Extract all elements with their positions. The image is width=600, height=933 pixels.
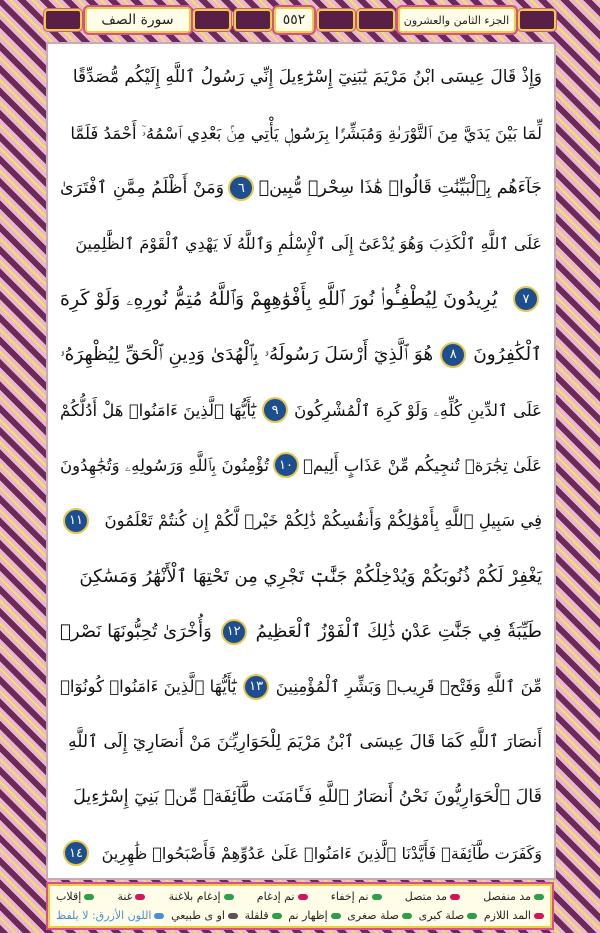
surah-name: سورة الصف (85, 7, 191, 33)
legend-label: إدغام بلاغنة (168, 890, 221, 903)
quran-page-text (46, 42, 556, 880)
verse-text: جَآءَهُم بِٱلْبَيِّنَٰتِ قَالُوا۟ هَٰذَا سِحْرٞ مُّبِينٞ (258, 177, 542, 198)
legend-item (257, 890, 308, 903)
text-line (60, 161, 542, 216)
text-line (60, 105, 542, 160)
legend-item (245, 909, 282, 922)
verse-text: يُرِيدُونَ لِيُطْفِـُٔوا۟ نُورَ ٱللَّهِ بِأَفْوَٰهِهِمْ وَٱللَّهُ مُتِمُّ نُورِهِۦ وَلَوْ كَرِهَ (60, 287, 498, 310)
legend-item (288, 909, 340, 922)
color-swatch-icon (402, 913, 412, 919)
verse-text: وَإِذْ قَالَ عِيسَى ابْنُ مَرْيَمَ يَٰبَنِيٓ إِسْرَٰٓءِيلَ إِنِّي رَسُولُ ٱللَّهِ إِلَيْكُم مُّصَدِّقًا (72, 67, 542, 88)
text-line (60, 50, 542, 105)
legend-item (56, 909, 164, 922)
verse-text: مِّنَ ٱللَّهِ وَفَتْحٞ قَرِيبٞ وَبَشِّرِ ٱلْمُؤْمِنِينَ (275, 677, 542, 697)
ayah-number-marker: ١٣ (243, 674, 269, 700)
legend-row (56, 890, 544, 903)
legend-label: قلقلة (244, 909, 269, 922)
legend-item (331, 890, 382, 903)
color-swatch-icon (84, 894, 94, 900)
page-number: ٥٥٢ (274, 7, 314, 33)
text-line (60, 216, 542, 271)
ornament (193, 9, 231, 31)
legend-item (56, 890, 94, 903)
legend-label: إقلاب (56, 890, 82, 903)
verse-text: يَٰٓأَيُّهَا ٱلَّذِينَ ءَامَنُوا۟ هَلْ أَدُلُّكُمْ (60, 400, 256, 420)
verse-text: عَلَىٰ تِجَٰرَةٖ تُنجِيكُم مِّنْ عَذَابٍ أَلِيمٖ (303, 455, 542, 475)
text-line (60, 604, 542, 659)
verse-text: عَلَى ٱلدِّينِ كُلِّهِۦ وَلَوْ كَرِهَ ٱلْمُشْرِكُونَ (294, 400, 542, 420)
legend-label: نم إخفاء (330, 890, 369, 903)
verse-text: وَأُخْرَىٰ تُحِبُّونَهَا نَصْرٞ (60, 621, 212, 643)
legend-label: مد منفصل (483, 890, 531, 903)
verse-text: قَالَ ٱلْحَوَارِيُّونَ نَحْنُ أَنصَارُ ٱللَّهِ فَـَٔامَنَت طَّآئِفَةٞ مِّنۢ بَنِيٓ إِسْرَٰٓءِيلَ (73, 787, 542, 808)
text-line (60, 438, 542, 493)
verse-text: طَيِّبَةٗ فِي جَنَّٰتِ عَدْنٖ ذَٰلِكَ ٱلْفَوْزُ ٱلْعَظِيمُ (255, 621, 542, 643)
juz-name: الجزء الثامن والعشرون (398, 7, 516, 33)
ayah-number-marker: ٨ (440, 342, 466, 368)
color-swatch-icon (224, 894, 234, 900)
verse-text: ٱلْكَٰفِرُونَ (473, 344, 542, 366)
ayah-number-marker: ١٢ (221, 619, 247, 645)
text-line (60, 659, 542, 714)
legend-item (171, 909, 238, 922)
ayah-number-marker: ٧ (513, 286, 539, 312)
legend-item (169, 890, 234, 903)
legend-label: مد متصل (404, 890, 447, 903)
text-line (60, 770, 542, 825)
legend-label: صلة كبرى (418, 909, 465, 922)
legend-row (56, 909, 544, 922)
legend-item (347, 909, 412, 922)
legend-label: غنة (117, 890, 133, 903)
verse-text: لِّمَا بَيْنَ يَدَيَّ مِنَ ٱلتَّوْرَىٰةِ وَمُبَشِّرًۢا بِرَسُولٖ يَأْتِي مِنۢ بَعْدِي ٱسْمُهُۥٓ أَحْمَدُ فَلَمَّا (70, 123, 542, 143)
color-swatch-icon (135, 894, 145, 900)
ayah-number-marker: ١٠ (273, 452, 299, 478)
text-line (60, 493, 542, 548)
color-swatch-icon (467, 913, 477, 919)
color-swatch-icon (272, 913, 282, 919)
verse-text: يَغْفِرْ لَكُمْ ذُنُوبَكُمْ وَيُدْخِلْكُمْ جَنَّٰتٖ تَجْرِي مِن تَحْتِهَا ٱلْأَنْهَٰرُ وَمَسَٰكِنَ (79, 565, 542, 587)
verse-text: فِي سَبِيلِ ٱللَّهِ بِأَمْوَٰلِكُمْ وَأَنفُسِكُمْ ذَٰلِكُمْ خَيْرٞ لَّكُمْ إِن كُنتُمْ تَعْلَمُونَ (104, 511, 542, 531)
color-swatch-icon (228, 913, 238, 919)
text-line (60, 382, 542, 437)
legend-item (405, 890, 460, 903)
color-swatch-icon (450, 894, 460, 900)
tajweed-legend (48, 884, 552, 928)
color-swatch-icon (534, 913, 544, 919)
legend-item (483, 890, 544, 903)
legend-label: اللون الأزرق: لا يلفظ (56, 909, 152, 922)
verse-text: عَلَى ٱللَّهِ ٱلْكَذِبَ وَهُوَ يُدْعَىٰٓ إِلَى ٱلْإِسْلَٰمِ وَٱللَّهُ لَا يَهْدِي ٱلْقَوْمَ ٱلظَّٰلِمِينَ (75, 234, 542, 254)
ayah-number-marker: ١١ (63, 508, 89, 534)
legend-item (419, 909, 478, 922)
legend-item (117, 890, 145, 903)
verse-text: يَٰٓأَيُّهَا ٱلَّذِينَ ءَامَنُوا۟ كُونُوٓا۟ (60, 677, 237, 697)
legend-label: او ى طبيعي (171, 909, 225, 922)
text-line (60, 327, 542, 382)
verse-text: وَكَفَرَت طَّآئِفَةٞ فَأَيَّدْنَا ٱلَّذِينَ ءَامَنُوا۟ عَلَىٰ عَدُوِّهِمْ فَأَصْبَحُوا۟ ظَٰهِرِينَ (101, 843, 542, 863)
legend-label: صلة صغرى (347, 909, 399, 922)
ornament (44, 9, 82, 31)
color-swatch-icon (298, 894, 308, 900)
ayah-number-marker: ٦ (228, 175, 254, 201)
legend-label: المد اللازم (483, 909, 531, 922)
ornament (317, 9, 355, 31)
color-swatch-icon (331, 913, 341, 919)
color-swatch-icon (534, 894, 544, 900)
header (44, 3, 556, 37)
verse-text: هُوَ ٱلَّذِيٓ أَرْسَلَ رَسُولَهُۥ بِٱلْهُدَىٰ وَدِينِ ٱلْحَقِّ لِيُظْهِرَهُۥ (60, 344, 434, 366)
legend-label: إظهار نم (288, 909, 328, 922)
legend-item (484, 909, 544, 922)
ayah-number-marker: ٩ (262, 397, 288, 423)
legend-label: نم إدغام (256, 890, 295, 903)
verse-text: تُؤْمِنُونَ بِٱللَّهِ وَرَسُولِهِۦ وَتُجَٰهِدُونَ (60, 455, 270, 475)
color-swatch-icon (372, 894, 382, 900)
text-line (60, 549, 542, 604)
ayah-number-marker: ١٤ (63, 840, 89, 866)
text-line (60, 825, 542, 880)
verse-text: أَنصَارَ ٱللَّهِ كَمَا قَالَ عِيسَى ٱبْنُ مَرْيَمَ لِلْحَوَارِيِّـۧنَ مَنْ أَنصَارِيٓ إِلَى ٱللَّهِ (68, 731, 542, 752)
ornament (518, 9, 556, 31)
text-line (60, 715, 542, 770)
ornament (357, 9, 395, 31)
ornament (234, 9, 272, 31)
verse-text: وَمَنْ أَظْلَمُ مِمَّنِ ٱفْتَرَىٰ (60, 177, 225, 198)
color-swatch-icon (154, 913, 164, 919)
text-line (60, 272, 542, 327)
